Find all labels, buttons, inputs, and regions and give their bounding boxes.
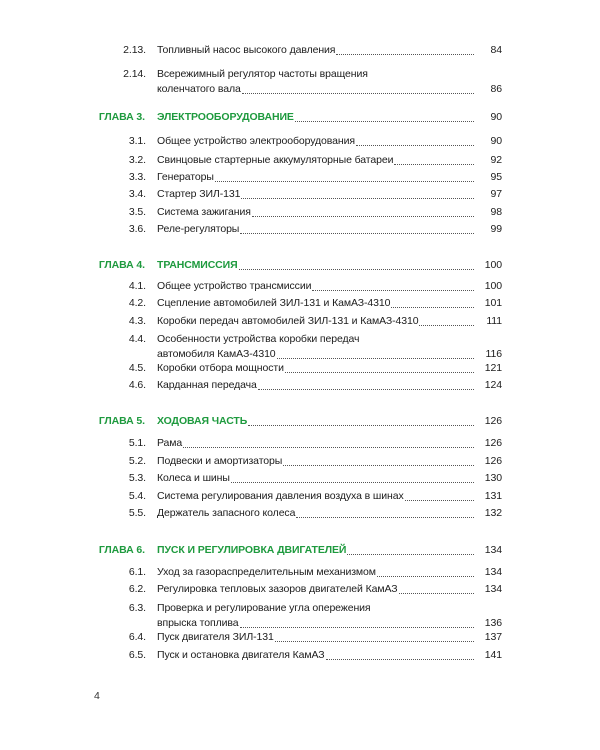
toc-page-number: 98 (490, 206, 502, 218)
toc-dot-leader (356, 144, 474, 146)
toc-dot-leader (285, 371, 474, 373)
toc-entry-title: автомобиля КамАЗ-4310 (157, 348, 276, 360)
toc-entry-number: ГЛАВА 6. (98, 544, 145, 556)
toc-entry-number: 4.6. (128, 379, 146, 391)
toc-page-number: 131 (484, 490, 502, 502)
toc-entry-number: 6.1. (128, 566, 146, 578)
toc-entry-title: Колеса и шины (157, 472, 230, 484)
toc-entry-title: Система зажигания (157, 206, 251, 218)
toc-entry-number: 5.3. (128, 472, 146, 484)
toc-entry-number: 5.4. (128, 490, 146, 502)
toc-entry-number: 3.1. (128, 135, 146, 147)
toc-entry-number: 6.3. (128, 602, 146, 614)
toc-entry-title: Регулировка тепловых зазоров двигателей КамАЗ (157, 583, 398, 595)
toc-dot-leader (419, 324, 474, 326)
toc-dot-leader (258, 388, 474, 390)
toc-page-number: 101 (484, 297, 502, 309)
toc-entry-title: Сцепление автомобилей ЗИЛ-131 и КамАЗ-4310 (157, 297, 391, 309)
toc-entry-number: 5.2. (128, 455, 146, 467)
toc-dot-leader (312, 289, 474, 291)
toc-entry-title: Уход за газораспределительным механизмом (157, 566, 376, 578)
toc-dot-leader (277, 357, 474, 359)
toc-page-number: 99 (490, 223, 502, 235)
toc-entry-number: 3.5. (128, 206, 146, 218)
toc-entry-title: Подвески и амортизаторы (157, 455, 283, 467)
toc-page-number: 130 (484, 472, 502, 484)
toc-entry-number: 2.14. (123, 68, 146, 80)
toc-entry-title: Свинцовые стартерные аккумуляторные батареи (157, 154, 394, 166)
toc-dot-leader (405, 499, 474, 501)
toc-entry-title: ХОДОВАЯ ЧАСТЬ (157, 415, 248, 427)
toc-dot-leader (377, 575, 474, 577)
toc-entry-title: Реле-регуляторы (157, 223, 240, 235)
toc-page-number: 86 (490, 83, 502, 95)
toc-entry-title: ЭЛЕКТРООБОРУДОВАНИЕ (157, 111, 294, 123)
toc-dot-leader (283, 464, 474, 466)
toc-dot-leader (296, 516, 474, 518)
toc-entry-title: Стартер ЗИЛ-131 (157, 188, 241, 200)
toc-dot-leader (248, 424, 474, 426)
toc-page-number: 90 (490, 135, 502, 147)
toc-dot-leader (239, 268, 474, 270)
toc-page-number: 132 (484, 507, 502, 519)
toc-page-number: 124 (484, 379, 502, 391)
toc-entry-title: ТРАНСМИССИЯ (157, 259, 238, 271)
toc-page-number: 134 (484, 583, 502, 595)
toc-page-number: 137 (484, 631, 502, 643)
toc-entry-title: Пуск двигателя ЗИЛ-131 (157, 631, 274, 643)
toc-entry-title: коленчатого вала (157, 83, 241, 95)
toc-dot-leader (394, 163, 474, 165)
toc-entry-number: 6.5. (128, 649, 146, 661)
toc-page-number: 126 (484, 415, 502, 427)
toc-entry-title: Всережимный регулятор частоты вращения (157, 68, 368, 80)
toc-page-number: 92 (490, 154, 502, 166)
toc-dot-leader (275, 640, 474, 642)
toc-entry-number: 6.2. (128, 583, 146, 595)
toc-page-number: 100 (484, 280, 502, 292)
toc-entry-title: Карданная передача (157, 379, 257, 391)
toc-page-number: 97 (490, 188, 502, 200)
toc-page-number: 100 (484, 259, 502, 271)
toc-entry-title: Коробки отбора мощности (157, 362, 284, 374)
toc-entry-number: 4.4. (128, 333, 146, 345)
toc-page-number: 116 (485, 348, 502, 360)
toc-entry-title: Общее устройство трансмиссии (157, 280, 312, 292)
toc-page-number: 126 (484, 437, 502, 449)
toc-entry-number: ГЛАВА 5. (98, 415, 145, 427)
toc-entry-title: Проверка и регулирование угла опережения (157, 602, 371, 614)
toc-dot-leader (252, 215, 474, 217)
toc-entry-title: ПУСК И РЕГУЛИРОВКА ДВИГАТЕЛЕЙ (157, 544, 347, 556)
toc-entry-number: 4.3. (128, 315, 146, 327)
toc-dot-leader (399, 592, 474, 594)
toc-page-number: 134 (484, 566, 502, 578)
toc-page-number: 134 (484, 544, 502, 556)
toc-dot-leader (336, 53, 474, 55)
toc-dot-leader (241, 197, 474, 199)
toc-entry-title: Топливный насос высокого давления (157, 44, 336, 56)
toc-page-number: 141 (484, 649, 502, 661)
toc-dot-leader (215, 180, 474, 182)
toc-entry-title: впрыска топлива (157, 617, 239, 629)
toc-entry-title: Коробки передач автомобилей ЗИЛ-131 и КамАЗ-4310 (157, 315, 419, 327)
toc-entry-title: Держатель запасного колеса (157, 507, 296, 519)
toc-page-number: 95 (490, 171, 502, 183)
toc-dot-leader (326, 658, 474, 660)
toc-page-number: 136 (484, 617, 502, 629)
toc-dot-leader (391, 306, 474, 308)
toc-entry-number: 3.6. (128, 223, 146, 235)
toc-entry-number: 5.5. (128, 507, 146, 519)
toc-dot-leader (231, 481, 474, 483)
toc-entry-number: 6.4. (128, 631, 146, 643)
toc-dot-leader (295, 120, 474, 122)
toc-entry-number: 4.1. (128, 280, 146, 292)
toc-entry-title: Общее устройство электрооборудования (157, 135, 355, 147)
page-number: 4 (94, 690, 100, 702)
toc-entry-number: 4.2. (128, 297, 146, 309)
toc-entry-number: 2.13. (123, 44, 146, 56)
toc-page-number: 121 (484, 362, 502, 374)
toc-dot-leader (183, 446, 474, 448)
toc-entry-title: Рама (157, 437, 183, 449)
toc-entry-title: Пуск и остановка двигателя КамАЗ (157, 649, 325, 661)
toc-page-number: 90 (490, 111, 502, 123)
toc-entry-number: 3.2. (128, 154, 146, 166)
toc-page-number: 84 (490, 44, 502, 56)
toc-dot-leader (347, 553, 474, 555)
toc-entry-title: Генераторы (157, 171, 214, 183)
toc-entry-number: ГЛАВА 3. (98, 111, 145, 123)
toc-dot-leader (240, 232, 474, 234)
toc-dot-leader (240, 626, 475, 628)
toc-entry-title: Особенности устройства коробки передач (157, 333, 360, 345)
toc-entry-number: 3.3. (128, 171, 146, 183)
toc-entry-number: ГЛАВА 4. (98, 259, 145, 271)
toc-entry-number: 5.1. (128, 437, 146, 449)
toc-page-number: 111 (486, 315, 502, 327)
toc-entry-number: 4.5. (128, 362, 146, 374)
toc-page-number: 126 (484, 455, 502, 467)
toc-entry-title: Система регулирования давления воздуха в шинах (157, 490, 404, 502)
toc-entry-number: 3.4. (128, 188, 146, 200)
toc-dot-leader (242, 92, 474, 94)
